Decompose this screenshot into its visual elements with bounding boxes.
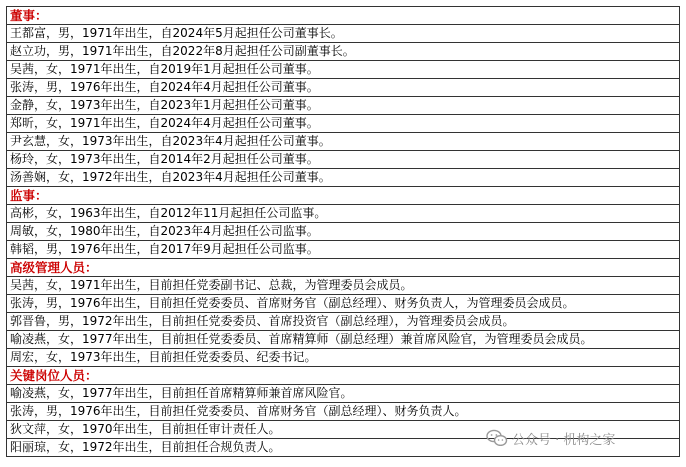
table-row <box>7 61 680 79</box>
table-row <box>7 43 680 61</box>
row-text: 张涛，男，1976年出生，目前担任党委委员、首席财务官（副总经理）、财务负责人，为管理委员会成员。 <box>7 295 680 313</box>
row-text: 高彬，女，1963年出生，自2012年11月起担任公司监事。 <box>7 205 680 223</box>
table-row <box>7 115 680 133</box>
section-header: 高级管理人员： <box>7 259 680 277</box>
table-row <box>7 313 680 331</box>
row-text: 周宏，女，1973年出生，目前担任党委委员、纪委书记。 <box>7 349 680 367</box>
table-row <box>7 25 680 43</box>
section-header: 关键岗位人员： <box>7 367 680 385</box>
section-header: 监事： <box>7 187 680 205</box>
row-text: 汤善娴，女，1972年出生，自2023年4月起担任公司董事。 <box>7 169 680 187</box>
personnel-table <box>6 6 680 457</box>
row-text: 周敏，女，1980年出生，自2023年4月起担任公司监事。 <box>7 223 680 241</box>
row-text: 喻凌燕，女，1977年出生，目前担任党委委员、首席精算师（副总经理）兼首席风险官，为管理委员会成员。 <box>7 331 680 349</box>
row-text: 金静，女，1973年出生，自2023年1月起担任公司董事。 <box>7 97 680 115</box>
table-row <box>7 97 680 115</box>
watermark-text: 公众号 · 机构之家 <box>512 432 616 448</box>
watermark <box>486 428 615 448</box>
row-text: 喻凌燕，女，1977年出生，目前担任首席精算师兼首席风险官。 <box>7 385 680 403</box>
table-row <box>7 241 680 259</box>
section-header-row <box>7 7 680 25</box>
row-text: 杨玲，女，1973年出生，自2014年2月起担任公司董事。 <box>7 151 680 169</box>
row-text: 王都富，男，1971年出生，自2024年5月起担任公司董事长。 <box>7 25 680 43</box>
row-text: 郭晋鲁，男，1972年出生，目前担任党委委员、首席投资官（副总经理），为管理委员会成员。 <box>7 313 680 331</box>
table-row <box>7 403 680 421</box>
table-row <box>7 295 680 313</box>
row-text: 吴茜，女，1971年出生，自2019年1月起担任公司董事。 <box>7 61 680 79</box>
row-text: 尹玄慧，女，1973年出生，自2023年4月起担任公司董事。 <box>7 133 680 151</box>
section-header: 董事： <box>7 7 680 25</box>
row-text: 赵立功，男，1971年出生，自2022年8月起担任公司副董事长。 <box>7 43 680 61</box>
row-text: 韩韬，男，1976年出生，自2017年9月起担任公司监事。 <box>7 241 680 259</box>
row-text: 阳丽琼，女，1972年出生，目前担任合规负责人。 <box>7 439 680 457</box>
table-row <box>7 205 680 223</box>
row-text: 张涛，男，1976年出生，自2024年4月起担任公司董事。 <box>7 79 680 97</box>
table-row <box>7 151 680 169</box>
row-text: 张涛，男，1976年出生，目前担任党委委员、首席财务官（副总经理）、财务负责人。 <box>7 403 680 421</box>
table-row <box>7 223 680 241</box>
table-row <box>7 331 680 349</box>
row-text: 狄文萍，女，1970年出生，目前担任审计责任人。 <box>7 421 680 439</box>
row-text: 吴茜，女，1971年出生，目前担任党委副书记、总裁，为管理委员会成员。 <box>7 277 680 295</box>
section-header-row <box>7 259 680 277</box>
table-row <box>7 385 680 403</box>
table-row <box>7 79 680 97</box>
table-row <box>7 133 680 151</box>
table-row <box>7 277 680 295</box>
table-row <box>7 169 680 187</box>
wechat-icon <box>486 429 508 447</box>
section-header-row <box>7 187 680 205</box>
row-text: 郑昕，女，1971年出生，自2024年4月起担任公司董事。 <box>7 115 680 133</box>
section-header-row <box>7 367 680 385</box>
table-row <box>7 349 680 367</box>
